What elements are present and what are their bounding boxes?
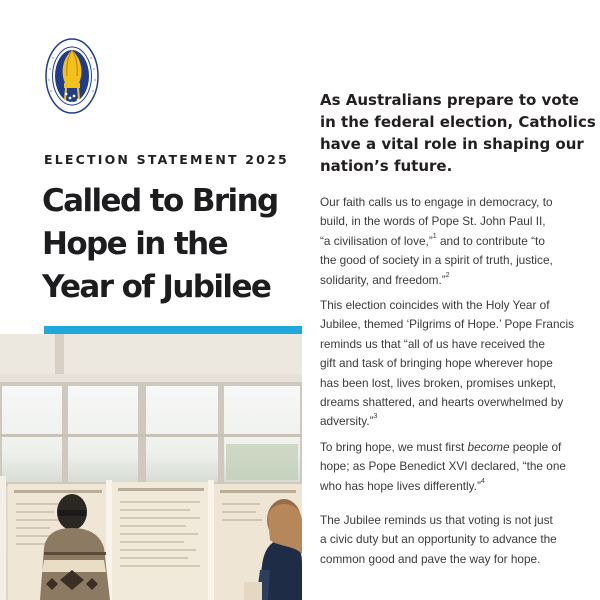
body-line: has been lost, lives broken, promises unkept, — [320, 375, 557, 390]
body-line: The Jubilee reminds us that voting is not just — [320, 513, 553, 527]
text-segment: people of — [509, 440, 562, 454]
bishops-conference-seal-icon — [44, 36, 100, 116]
body-line: Our faith calls us to engage in democracy, to — [320, 195, 553, 209]
body-line: dreams shattered, and hearts overwhelmed by — [320, 395, 564, 410]
body-line — [320, 271, 596, 290]
body-paragraph-voting — [320, 511, 596, 569]
body-line — [320, 438, 596, 457]
body-line: a civic duty but an opportunity to advance the — [320, 532, 557, 547]
body-line: build, in the words of Pope St. John Paul II, — [320, 214, 546, 229]
text-segment: adversity.” — [320, 414, 374, 429]
body-line: Jubilee, themed ‘Pilgrims of Hope.’ Pope Francis — [320, 317, 574, 332]
body-line: This election coincides with the Holy Year of — [320, 298, 550, 312]
lead-line: As Australians prepare to vote — [320, 91, 579, 109]
title-line: Year of Jubilee — [42, 269, 271, 305]
text-segment: solidarity, and freedom.” — [320, 272, 446, 287]
lead-line: in the federal election, Catholics — [320, 113, 596, 131]
lead-line: have a vital role in shaping our — [320, 135, 584, 153]
body-line — [320, 412, 596, 431]
lead-line: nation’s future. — [320, 157, 453, 175]
section-kicker: ELECTION STATEMENT 2025 — [44, 152, 289, 167]
body-line — [320, 477, 596, 496]
text-segment: who has hope lives differently.” — [320, 478, 481, 493]
body-line: gift and task of bringing hope wherever hope — [320, 356, 553, 371]
footnote-ref: 2 — [445, 271, 450, 279]
body-line: reminds us that “all of us have received the — [320, 336, 545, 351]
body-line: the good of society in a spirit of truth, justice, — [320, 253, 553, 268]
body-line — [320, 232, 596, 251]
body-paragraph-jubilee — [320, 296, 596, 432]
title-line: Hope in the — [42, 226, 228, 262]
body-line: common good and pave the way for hope. — [320, 551, 541, 566]
lead-paragraph — [320, 89, 596, 177]
footnote-ref: 4 — [480, 477, 485, 485]
text-segment: “a civilisation of love,” — [320, 233, 433, 248]
footnote-ref: 3 — [373, 413, 378, 421]
text-segment: and to contribute “to — [436, 233, 545, 248]
text-segment: To bring hope, we must first — [320, 440, 468, 454]
bishops-conference-seal — [44, 36, 100, 116]
page-title — [42, 180, 312, 309]
body-line: hope; as Pope Benedict XVI declared, “the one — [320, 459, 566, 474]
emphasis-text: become — [467, 440, 510, 454]
polling-booth-photo — [0, 334, 302, 600]
accent-bar — [44, 326, 302, 334]
title-line: Called to Bring — [42, 183, 278, 219]
footnote-ref: 1 — [432, 232, 437, 240]
body-paragraph-faith — [320, 193, 596, 290]
body-paragraph-hope — [320, 438, 596, 496]
